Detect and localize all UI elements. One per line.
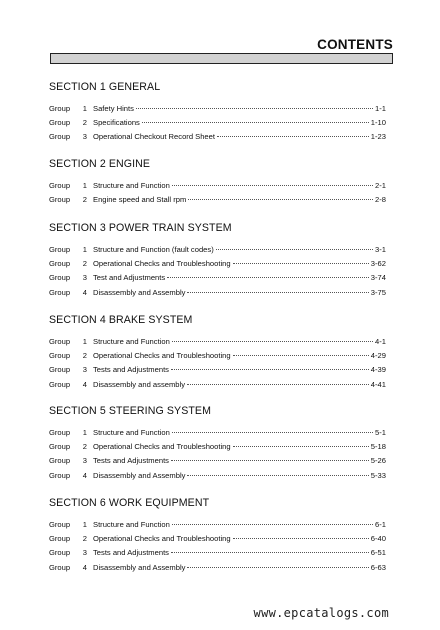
dot-leader [233,355,369,356]
page-title: CONTENTS [317,37,393,52]
group-title: Structure and Function [93,428,170,437]
page-number: 5-18 [370,442,386,452]
group-title: Structure and Function [93,520,170,529]
page-number: 3-1 [375,245,386,254]
watermark-url: www.epcatalogs.com [253,606,389,620]
section-6 [49,496,386,577]
dot-leader [136,108,373,109]
page-number: 4-39 [370,365,386,375]
group-label: Group [49,351,71,361]
group-title: Operational Checks and Troubleshooting [93,534,231,544]
page-number: 5-33 [370,470,386,480]
page-number: 4-41 [370,379,386,389]
toc-entry[interactable] [49,380,386,394]
group-title: Test and Adjustments [93,273,166,283]
group-label: Group [49,259,71,269]
group-label: Group [49,562,71,572]
group-number: 2 [82,118,87,128]
section-title: SECTION 1 GENERAL [49,81,161,93]
group-label: Group [49,287,71,297]
toc-entry[interactable] [49,118,386,132]
group-title: Disassembly and Assembly [93,287,186,297]
group-number: 2 [82,534,87,544]
group-label: Group [49,548,71,558]
page-number: 4-1 [375,337,386,346]
group-number: 4 [82,287,87,297]
group-number: 2 [82,195,87,205]
section-title: SECTION 3 POWER TRAIN SYSTEM [49,222,232,234]
section-title: SECTION 5 STEERING SYSTEM [49,405,212,417]
group-number: 3 [82,365,87,375]
group-label: Group [49,273,71,283]
group-number: 3 [82,456,87,466]
dot-leader [171,369,369,370]
group-title: Tests and Adjustments [93,548,169,558]
dot-leader [167,277,369,278]
group-title: Tests and Adjustments [93,365,169,375]
group-number: 1 [82,181,87,190]
group-label: Group [49,456,71,466]
toc-entry[interactable] [49,548,386,562]
page-number: 2-1 [375,181,386,190]
group-number: 3 [82,273,87,283]
group-number: 2 [82,442,87,452]
dot-leader [187,567,368,568]
group-number: 2 [82,259,87,269]
page-number: 3-62 [370,259,386,269]
group-number: 4 [82,379,87,389]
group-label: Group [49,442,71,452]
toc-entry[interactable] [49,273,386,287]
group-label: Group [49,520,71,529]
group-label: Group [49,181,71,190]
group-title: Specifications [93,118,140,128]
page-number: 1-23 [370,132,386,142]
group-title: Structure and Function [93,181,170,190]
page-number: 6-1 [375,520,386,529]
section-3 [49,221,386,302]
toc-entry[interactable] [49,365,386,379]
group-title: Engine speed and Stall rpm [93,195,187,205]
group-number: 1 [82,428,87,437]
page-number: 6-40 [370,534,386,544]
group-number: 1 [82,104,87,113]
group-label: Group [49,104,71,113]
group-title: Operational Checks and Troubleshooting [93,351,231,361]
dot-leader [233,263,369,264]
section-5 [49,404,386,485]
group-label: Group [49,337,71,346]
group-number: 1 [82,337,87,346]
group-title: Tests and Adjustments [93,456,169,466]
toc-entry[interactable] [49,245,386,259]
group-label: Group [49,245,71,254]
group-label: Group [49,534,71,544]
dot-leader [187,384,369,385]
dot-leader [171,552,369,553]
toc-entry[interactable] [49,428,386,442]
dot-leader [188,199,373,200]
toc-entry[interactable] [49,288,386,302]
section-4 [49,313,386,394]
group-title: Operational Checks and Troubleshooting [93,442,231,452]
toc-entry[interactable] [49,351,386,365]
group-label: Group [49,379,71,389]
group-title: Disassembly and assembly [93,379,186,389]
dot-leader [171,460,369,461]
group-number: 2 [82,351,87,361]
group-number: 3 [82,548,87,558]
page-number: 1-1 [375,104,386,113]
dot-leader [172,432,373,433]
toc-entry[interactable] [49,471,386,485]
toc-entry[interactable] [49,337,386,351]
group-label: Group [49,470,71,480]
section-title: SECTION 6 WORK EQUIPMENT [49,497,210,509]
dot-leader [233,538,369,539]
section-title: SECTION 4 BRAKE SYSTEM [49,314,193,326]
group-number: 3 [82,132,87,142]
group-title: Operational Checkout Record Sheet [93,132,215,142]
dot-leader [172,341,373,342]
toc-entry[interactable] [49,195,386,209]
toc-entry[interactable] [49,456,386,470]
group-number: 4 [82,470,87,480]
group-number: 1 [82,520,87,529]
page-number: 4-29 [370,351,386,361]
toc-entry[interactable] [49,520,386,534]
page-number: 6-63 [370,562,386,572]
page-number: 5-1 [375,428,386,437]
page-number: 1-10 [370,118,386,128]
toc-entry[interactable] [49,563,386,577]
section-title: SECTION 2 ENGINE [49,158,151,170]
group-title: Disassembly and Assembly [93,470,186,480]
dot-leader [172,524,373,525]
toc-entry[interactable] [49,104,386,118]
section-1 [49,80,386,147]
dot-leader [216,249,373,250]
page-number: 2-8 [375,195,386,205]
page-number: 3-74 [370,273,386,283]
group-title: Disassembly and Assembly [93,562,186,572]
section-2 [49,157,386,209]
toc-entry[interactable] [49,442,386,456]
toc-entry[interactable] [49,259,386,273]
group-label: Group [49,428,71,437]
dot-leader [187,292,368,293]
group-label: Group [49,195,71,205]
group-title: Structure and Function [93,337,170,346]
group-label: Group [49,365,71,375]
group-label: Group [49,118,71,128]
toc-entry[interactable] [49,534,386,548]
toc-entry[interactable] [49,181,386,195]
dot-leader [217,136,369,137]
page-number: 3-75 [370,287,386,297]
dot-leader [233,446,369,447]
group-title: Operational Checks and Troubleshooting [93,259,231,269]
group-title: Safety Hints [93,104,134,113]
toc-entry[interactable] [49,132,386,146]
title-rule-bar [50,53,393,64]
dot-leader [187,475,368,476]
page-number: 5-26 [370,456,386,466]
group-title: Structure and Function (fault codes) [93,245,214,254]
group-number: 4 [82,562,87,572]
page-number: 6-51 [370,548,386,558]
group-label: Group [49,132,71,142]
dot-leader [142,122,369,123]
dot-leader [172,185,373,186]
group-number: 1 [82,245,87,254]
